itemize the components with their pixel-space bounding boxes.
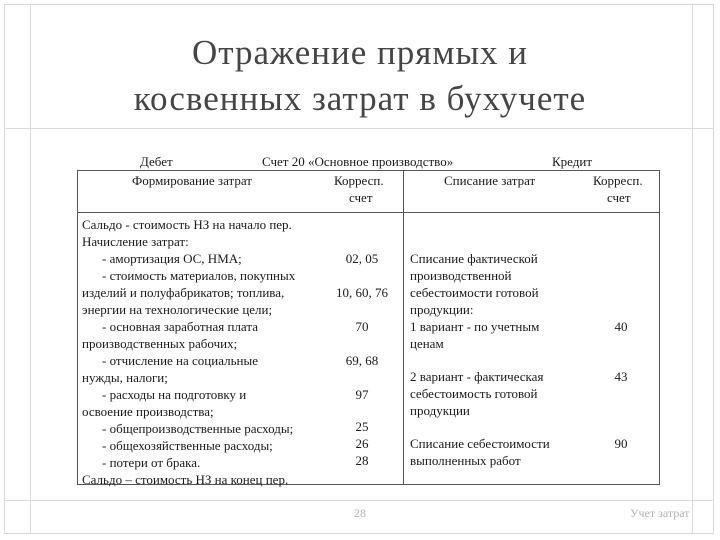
frame-divider-bottom (4, 500, 714, 501)
debit-label: Дебет (140, 154, 173, 169)
credit-line: производственной (410, 268, 512, 283)
debit-account: 25 (355, 419, 369, 434)
credit-block-1 (410, 250, 580, 352)
credit-block-2 (410, 368, 580, 419)
title-line-2: косвенных затрат в бухучете (133, 79, 587, 118)
credit-line: 2 вариант - фактическая (410, 369, 544, 384)
debit-account: 10, 60, 76 (336, 285, 388, 300)
credit-line: 1 вариант - по учетным (410, 319, 540, 334)
credit-line: продукции: (410, 302, 474, 317)
t-account-divider (403, 170, 404, 485)
account-title: Счет 20 «Основное производство» (262, 154, 454, 169)
credit-block-3 (410, 435, 580, 469)
debit-line: - стоимость материалов, покупных (102, 268, 296, 283)
debit-line: нужды, налоги; (82, 370, 168, 385)
credit-line: Списание себестоимости (410, 436, 550, 451)
debit-account: 02, 05 (345, 251, 379, 266)
frame-divider-top (4, 128, 714, 129)
credit-account: 43 (614, 369, 628, 384)
debit-line: - общепроизводственные расходы; (102, 421, 294, 436)
debit-line: - основная заработная плата (102, 319, 258, 334)
credit-line: ценам (410, 336, 444, 351)
debit-line: Сальдо - стоимость НЗ на начало пер. (82, 217, 292, 232)
debit-line: - амортизация ОС, НМА; (102, 251, 242, 266)
frame-guide-right (692, 4, 693, 534)
debit-account: 97 (355, 387, 369, 402)
header-top-rule (77, 170, 660, 171)
debit-line: - расходы на подготовку и (102, 387, 247, 402)
debit-line: Сальдо – стоимость НЗ на конец пер. (82, 472, 289, 487)
table-right-border (659, 170, 660, 485)
debit-line: - потери от брака. (102, 455, 201, 470)
debit-line: - отчисление на социальные (102, 353, 258, 368)
table-left-border (77, 170, 78, 485)
debit-account: 26 (355, 436, 369, 451)
debit-line: энергии на технологические цели; (82, 302, 273, 317)
credit-account: 40 (614, 319, 628, 334)
debit-line: изделий и полуфабрикатов; топлива, (82, 285, 285, 300)
debit-line: - общехозяйственные расходы; (102, 438, 273, 453)
page-number: 28 (354, 506, 366, 520)
credit-line: продукции (410, 403, 470, 418)
debit-side (82, 216, 322, 488)
debit-line: производственных рабочих; (82, 336, 238, 351)
credit-line: выполненных работ (410, 453, 521, 468)
credit-line: себестоимости готовой (410, 285, 539, 300)
header-corr-debit-1: Корресп. (334, 173, 384, 188)
header-corr-debit-2: счет (349, 190, 373, 205)
credit-line: Списание фактической (410, 251, 538, 266)
debit-line: освоение производства; (82, 404, 214, 419)
header-writeoff: Списание затрат (444, 173, 536, 188)
header-corr-credit-2: счет (607, 190, 631, 205)
header-formation: Формирование затрат (132, 173, 252, 188)
credit-line: себестоимость готовой (410, 386, 538, 401)
footer-caption: Учет затрат (630, 506, 690, 520)
credit-label: Кредит (552, 154, 593, 169)
title-line-1: Отражение прямых и (191, 33, 528, 72)
debit-line: Начисление затрат: (82, 234, 189, 249)
debit-account: 70 (355, 319, 369, 334)
debit-account: 69, 68 (345, 353, 379, 368)
frame-guide-left (30, 4, 31, 534)
header-bottom-rule (77, 212, 660, 213)
debit-account: 28 (355, 453, 369, 468)
header-corr-credit-1: Корресп. (593, 173, 643, 188)
credit-account: 90 (614, 436, 628, 451)
slide-title (40, 30, 680, 122)
